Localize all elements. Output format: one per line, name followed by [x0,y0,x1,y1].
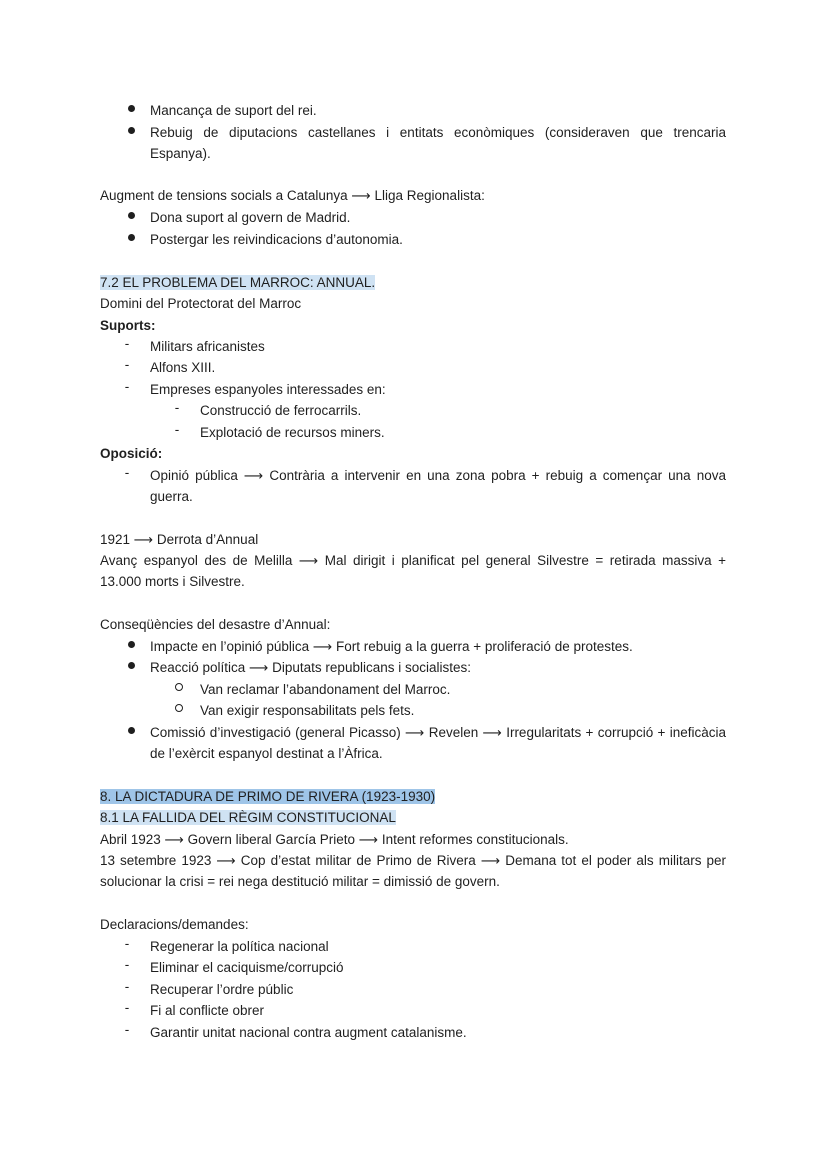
label-oposicio: Oposició: [100,446,163,461]
sub-list-item: Van reclamar l’abandonament del Marroc. [200,682,451,697]
paragraph: Declaracions/demandes: [100,917,249,932]
list-item: Postergar les reivindicacions d’autonomia. [150,232,403,247]
bullet-dash: - [124,1000,130,1015]
list-item: Impacte en l’opinió pública ⟶ Fort rebuig a la guerra + proliferació de protestes. [150,639,633,654]
paragraph: Conseqüències del desastre d’Annual: [100,617,331,632]
bullet-dash: - [124,936,130,951]
subheading-text: 8.1 LA FALLIDA DEL RÈGIM CONSTITUCIONAL [100,810,396,825]
list-item: Empreses espanyoles interessades en: [150,382,386,397]
bullet-dot [124,722,138,737]
bullet-dot [124,229,138,244]
bullet-dash: - [174,400,180,415]
list-item: Recuperar l’ordre públic [150,982,294,997]
list-item: Alfons XIII. [150,360,216,375]
heading-text: 7.2 EL PROBLEMA DEL MARROC: ANNUAL. [100,275,376,290]
bullet-dot [124,100,138,115]
bullet-dash: - [124,357,130,372]
paragraph: Augment de tensions socials a Catalunya ⟶ Lliga Regionalista: [100,188,485,203]
subsection-heading [100,807,726,828]
list-item: Reacció política ⟶ Diputats republicans i socialistes: [150,660,471,675]
sub-list-item: Construcció de ferrocarrils. [200,403,362,418]
bullet-dash: - [124,979,130,994]
list-item: Militars africanistes [150,339,265,354]
list-item: Regenerar la política nacional [150,939,329,954]
paragraph: Avanç espanyol des de Melilla ⟶ Mal dirigit i planificat pel general Silvestre = retirada massiva + 13.000 morts i Silvestre. [100,553,726,589]
sub-list-item: Explotació de recursos miners. [200,425,385,440]
list-item: Comissió d’investigació (general Picasso) ⟶ Revelen ⟶ Irregularitats + corrupció + ineficàcia de l’exèrcit espanyol destinat a l’Àfrica. [150,725,726,761]
bullet-dash: - [124,957,130,972]
list-item: Dona suport al govern de Madrid. [150,210,351,225]
bullet-dot [124,636,138,651]
paragraph: 1921 ⟶ Derrota d’Annual [100,532,259,547]
bullet-dash: - [174,422,180,437]
bullet-dash: - [124,379,130,394]
list-item: Mancança de suport del rei. [150,103,317,118]
paragraph: Abril 1923 ⟶ Govern liberal García Prieto ⟶ Intent reformes constitucionals. [100,832,569,847]
bullet-dash: - [124,336,130,351]
paragraph: 13 setembre 1923 ⟶ Cop d’estat militar de Primo de Rivera ⟶ Demana tot el poder als militars per solucionar la crisi = rei nega destitució militar = dimissió de govern. [100,853,726,889]
list-item: Opinió pública ⟶ Contrària a intervenir en una zona pobra + rebuig a començar una nova guerra. [150,468,726,504]
bullet-dash: - [124,1022,130,1037]
section-heading [100,272,726,293]
list-item: Fi al conflicte obrer [150,1003,265,1018]
list-item: Eliminar el caciquisme/corrupció [150,960,344,975]
sub-list-item: Van exigir responsabilitats pels fets. [200,703,415,718]
bullet-dot [124,122,138,137]
section-heading [100,786,726,807]
bullet-dash: - [124,465,130,480]
heading-text: 8. LA DICTADURA DE PRIMO DE RIVERA (1923-1930) [100,789,436,804]
paragraph: Domini del Protectorat del Marroc [100,296,302,311]
list-item: Garantir unitat nacional contra augment catalanisme. [150,1025,467,1040]
bullet-dot [124,657,138,672]
list-item: Rebuig de diputacions castellanes i entitats econòmiques (consideraven que trencaria Espanya). [150,125,726,161]
bullet-circle [172,700,186,715]
bullet-dot [124,207,138,222]
bullet-circle [172,679,186,694]
label-suports: Suports: [100,318,156,333]
